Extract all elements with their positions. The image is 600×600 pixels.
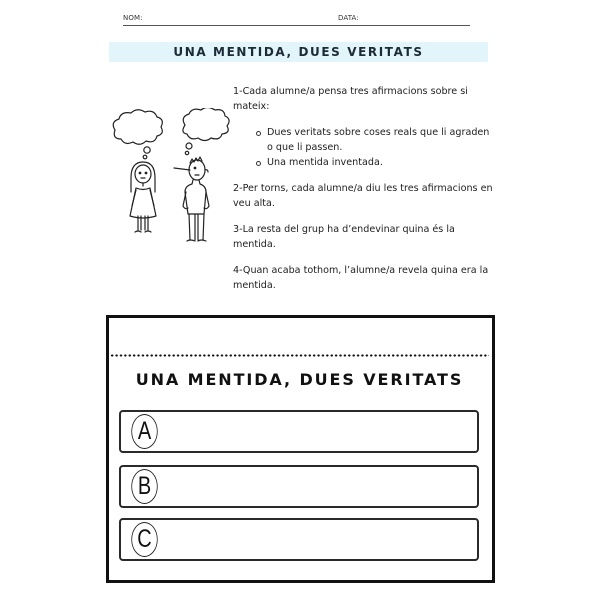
instruction-step-2: 2-Per torns, cada alumne/a diu les tres afirmacions en veu alta. <box>233 183 493 209</box>
dotted-cut-line <box>110 354 489 357</box>
bullet-item: Una mentida inventada. <box>267 155 495 170</box>
instructions <box>233 84 495 304</box>
card-title: UNA MENTIDA, DUES VERITATS <box>135 370 464 389</box>
letter-c-circle-icon: C <box>131 522 157 557</box>
letter-a-circle-icon: A <box>131 414 157 449</box>
bullet-item: Dues veritats sobre coses reals que li agraden o que li passen. <box>267 125 495 155</box>
title-bar <box>109 42 488 62</box>
boy-liar-figure-icon <box>174 157 209 241</box>
letter-b-circle-icon: B <box>131 469 157 504</box>
step-1-bullets <box>233 125 495 170</box>
instruction-step-3: 3-La resta del grup ha d’endevinar quina és la mentida. <box>233 224 455 250</box>
instruction-step-4: 4-Quan acaba tothom, l’alumne/a revela quina era la mentida. <box>233 265 489 291</box>
name-label: NOM: <box>123 14 143 22</box>
thought-cloud-left-icon <box>113 110 162 159</box>
liar-illustration <box>105 108 235 248</box>
instruction-step-1: 1-Cada alumne/a pensa tres afirmacions sobre si mateix: <box>233 86 468 112</box>
answer-field-c[interactable] <box>119 518 479 561</box>
answer-field-b[interactable] <box>119 465 479 508</box>
answer-field-a[interactable] <box>119 410 479 453</box>
girl-figure-icon <box>130 162 156 232</box>
date-label: DATA: <box>338 14 359 22</box>
page-title: UNA MENTIDA, DUES VERITATS <box>173 45 424 59</box>
name-date-line[interactable] <box>123 25 470 26</box>
thought-cloud-right-icon <box>183 108 229 155</box>
